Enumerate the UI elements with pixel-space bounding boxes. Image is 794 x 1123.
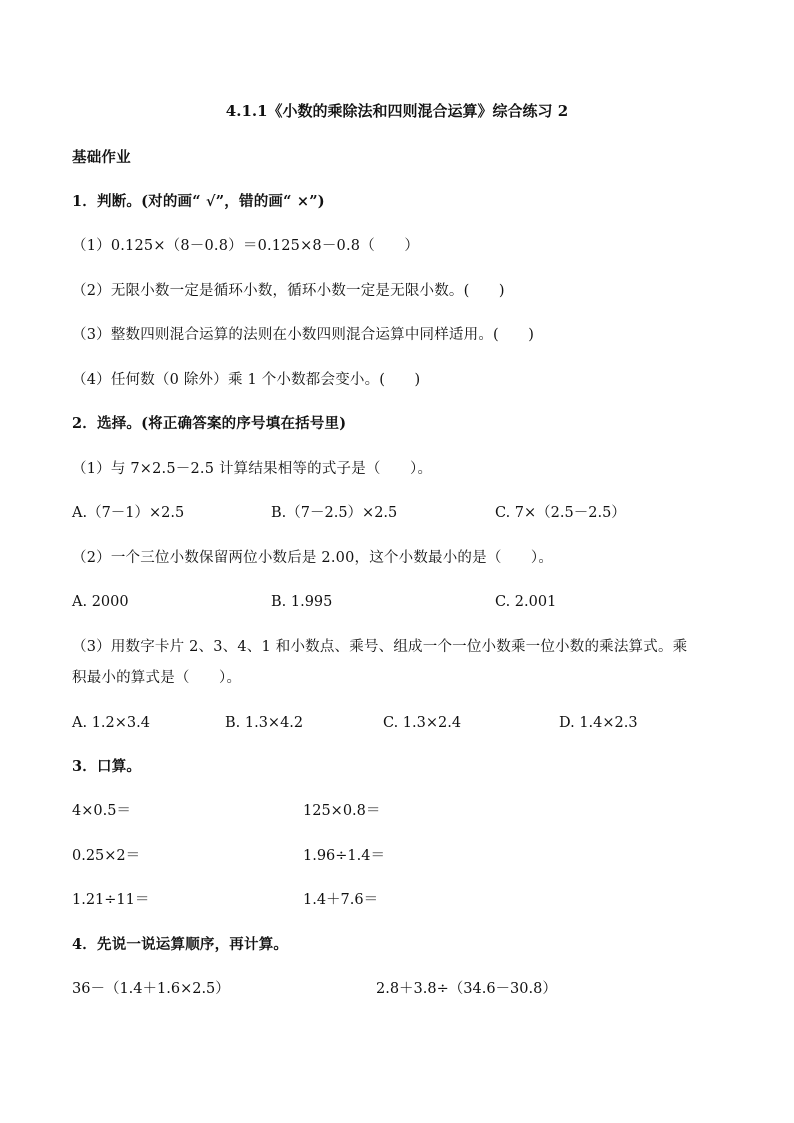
q4-expr-2: 2.8＋3.8÷（34.6－30.8） (376, 981, 557, 997)
q3-row1-right: 125×0.8＝ (303, 803, 381, 819)
q3-heading: 3．口算。 (72, 758, 142, 775)
q2-p2-option-a: A. 2000 (72, 594, 129, 610)
q1-item-2: （2）无限小数一定是循环小数，循环小数一定是无限小数。( ) (72, 283, 505, 299)
q2-p3-stem-line2: 积最小的算式是（ ）。 (72, 670, 242, 686)
q3-row1-left: 4×0.5＝ (72, 803, 131, 819)
q2-p3-option-c: C. 1.3×2.4 (383, 715, 462, 731)
q2-p2-option-c: C. 2.001 (495, 594, 557, 610)
q2-p3-stem-line1: （3）用数字卡片 2、3、4、1 和小数点、乘号、组成一个一位小数乘一位小数的乘法算式。乘 (72, 639, 688, 655)
q2-p3-option-a: A. 1.2×3.4 (72, 715, 150, 731)
page-title: 4.1.1《小数的乘除法和四则混合运算》综合练习 2 (225, 102, 569, 120)
q2-p1-option-a: A.（7－1）×2.5 (72, 505, 185, 521)
q3-row3-right: 1.4＋7.6＝ (303, 892, 379, 908)
q2-p1-stem: （1）与 7×2.5－2.5 计算结果相等的式子是（ ）。 (72, 461, 433, 477)
q1-heading: 1．判断。(对的画“ √”，错的画“ ×”) (72, 193, 325, 210)
q3-row2-left: 0.25×2＝ (72, 848, 141, 864)
q2-p1-option-c: C. 7×（2.5－2.5） (495, 505, 626, 521)
q1-item-3: （3）整数四则混合运算的法则在小数四则混合运算中同样适用。( ) (72, 327, 535, 343)
q3-row3-left: 1.21÷11＝ (72, 892, 150, 908)
q4-heading: 4．先说一说运算顺序，再计算。 (72, 936, 289, 953)
q2-p2-option-b: B. 1.995 (271, 594, 333, 610)
q2-p3-option-d: D. 1.4×2.3 (559, 715, 638, 731)
q3-row2-right: 1.96÷1.4＝ (303, 848, 385, 864)
section-heading: 基础作业 (72, 149, 131, 166)
q2-p3-option-b: B. 1.3×4.2 (225, 715, 304, 731)
q2-p2-stem: （2）一个三位小数保留两位小数后是 2.00，这个小数最小的是（ ）。 (72, 550, 554, 566)
q2-heading: 2．选择。(将正确答案的序号填在括号里) (72, 415, 347, 432)
q1-item-1: （1）0.125×（8－0.8）＝0.125×8－0.8（ ） (72, 238, 420, 254)
q4-expr-1: 36－（1.4＋1.6×2.5） (72, 981, 230, 997)
q1-item-4: （4）任何数（0 除外）乘 1 个小数都会变小。( ) (72, 372, 421, 388)
q2-p1-option-b: B.（7－2.5）×2.5 (271, 505, 398, 521)
